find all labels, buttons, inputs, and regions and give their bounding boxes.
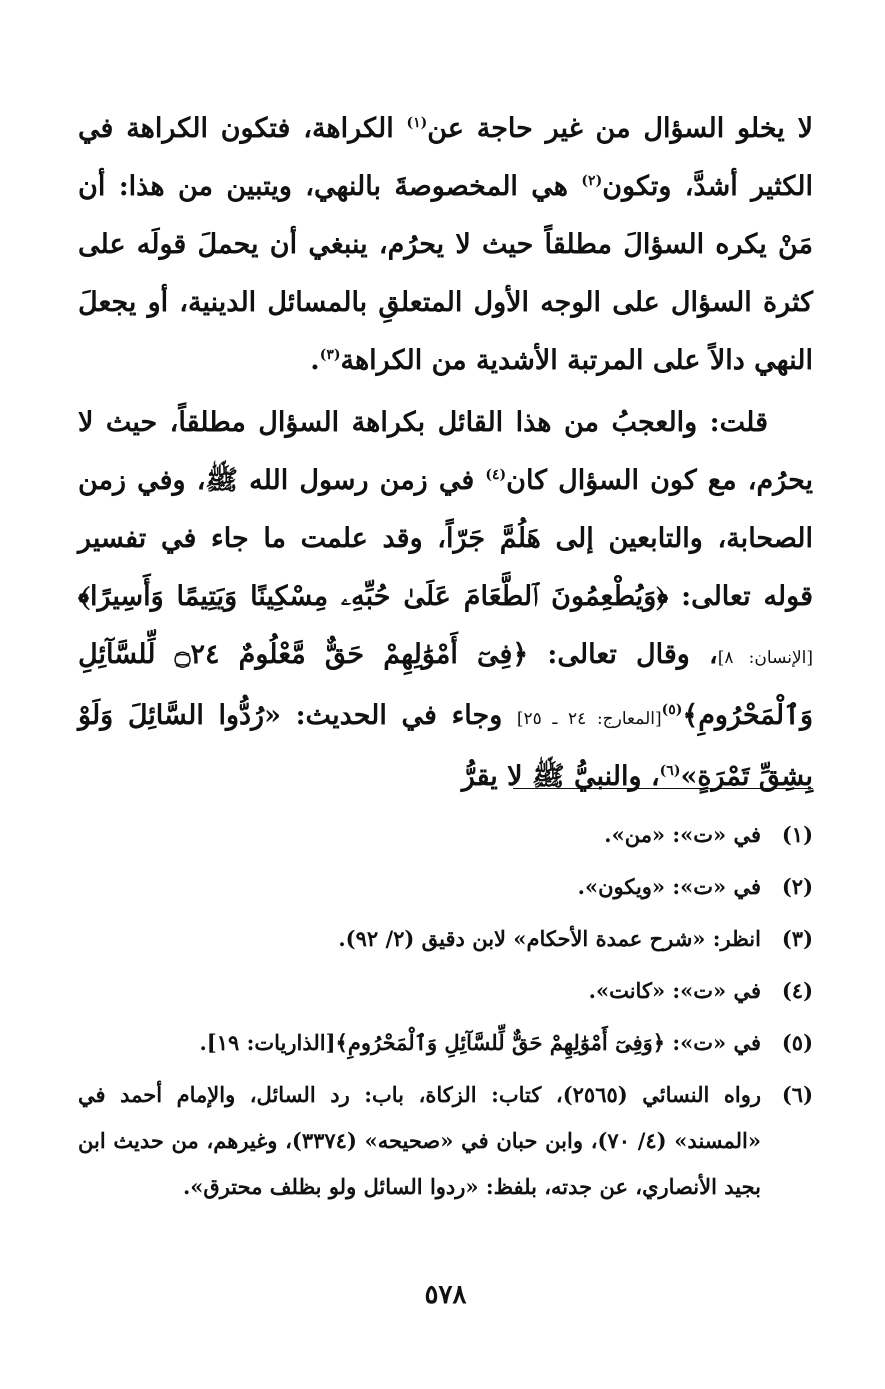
footnote-number: (٦): [781, 1082, 813, 1107]
paragraph-1-text: لا يخلو السؤال من غير حاجة عن: [427, 113, 813, 144]
footnote-number: (٥): [781, 1030, 813, 1055]
paragraph-1: [78, 100, 813, 390]
footnote-ref-1: (١): [406, 115, 428, 131]
footnote-text: في «ت»: ﴿وَفِىٓ أَمْوَٰلِهِمْ حَقٌّ لِّلسَّآئِلِ وَٱلْمَحْرُومِ﴾[الذاريات: ١٩].: [199, 1030, 761, 1055]
footnote-ref-3: (٣): [319, 347, 341, 363]
paragraph-2-text-d: وجاء في الحديث: «رُدُّوا السَّائِلَ وَلَوْ بِشِقِّ تَمْرَةٍ»: [78, 700, 813, 792]
page-number: ٥٧٨: [424, 1280, 467, 1310]
footnote-text: في «ت»: «كانت».: [588, 978, 761, 1003]
footnote-6: [78, 1072, 813, 1210]
quran-verse-2: ﴿فِىٓ أَمْوَٰلِهِمْ حَقٌّ مَّعْلُومٌ ۝٢٤ لِّلسَّآئِلِ وَٱلْمَحْرُومِ﴾: [78, 639, 813, 731]
footnote-1: [78, 812, 813, 858]
footnote-3: [78, 916, 813, 962]
footnote-ref-2: (٢): [581, 173, 603, 189]
paragraph-2-lead: قلت:: [709, 407, 768, 438]
footnote-number: (٢): [781, 874, 813, 899]
paragraph-2-text-e: ، والنبيُّ ﷺ لا يقرُّ: [461, 761, 660, 792]
footnote-number: (٤): [781, 978, 813, 1003]
footnotes: [78, 812, 813, 1216]
footnote-number: (١): [781, 822, 813, 847]
footnote-text: رواه النسائي (٢٥٦٥)، كتاب: الزكاة، باب: رد السائل، والإمام أحمد في «المسند» (٤/ ٧٠)، وابن حبان في «صحيحه» (٣٣٧٤)، وغيرهم، من حديث ابن بجيد الأنصاري، عن جدته، بلفظ: «ردوا السائل ولو بظلف محترق».: [78, 1082, 762, 1199]
paragraph-2: [78, 394, 813, 806]
verse-1-reference: [الإنسان: ٨]: [717, 648, 814, 668]
quran-verse-1: ﴿وَيُطْعِمُونَ ٱلطَّعَامَ عَلَىٰ حُبِّهِۦ مِسْكِينًا وَيَتِيمًا وَأَسِيرًا﴾: [78, 581, 669, 612]
paragraph-1-text-b: الكراهة، فتكون الكراهة في الكثير أشدَّ، وتكون: [78, 113, 814, 202]
footnote-4: [78, 968, 813, 1014]
footnote-text: في «ت»: «ويكون».: [577, 874, 761, 899]
verse-2-reference: [المعارج: ٢٤ ـ ٢٥]: [516, 709, 662, 729]
paragraph-2-text: والعجبُ من هذا القائل بكراهة السؤال مطلقاً، حيث لا يحرُم، مع كون السؤال كان: [78, 407, 814, 496]
footnote-text: انظر: «شرح عمدة الأحكام» لابن دقيق (٢/ ٩٢).: [338, 926, 761, 951]
footnote-divider: [513, 788, 813, 789]
main-text: [78, 100, 813, 806]
paragraph-1-end: .: [310, 345, 320, 376]
footnote-5: [78, 1020, 813, 1066]
paragraph-2-text-c: ، وقال تعالى:: [528, 639, 718, 670]
page: [78, 100, 813, 1340]
footnote-text: في «ت»: «من».: [604, 822, 761, 847]
footnote-ref-4: (٤): [485, 467, 507, 483]
footnote-2: [78, 864, 813, 910]
paragraph-1-text-c: هي المخصوصةَ بالنهي، ويتبين من هذا: أن مَنْ يكره السؤالَ مطلقاً حيث لا يحرُم، ينبغي أن يحملَ قولَه على كثرة السؤال على الوجه الأول المتعلقِ بالمسائل الدينية، أو يجعلَ النهي دالاً على المرتبة الأشدية من الكراهة: [78, 171, 813, 376]
footnote-ref-5: (٥): [661, 702, 683, 718]
paragraph-2-text-b: في زمن رسول الله ﷺ، وفي زمن الصحابة، والتابعين إلى هَلُمَّ جَرّاً، وقد علمت ما جاء في تفسير قوله تعالى:: [78, 465, 813, 612]
footnote-ref-6: (٦): [659, 763, 681, 779]
footnote-number: (٣): [781, 926, 813, 951]
